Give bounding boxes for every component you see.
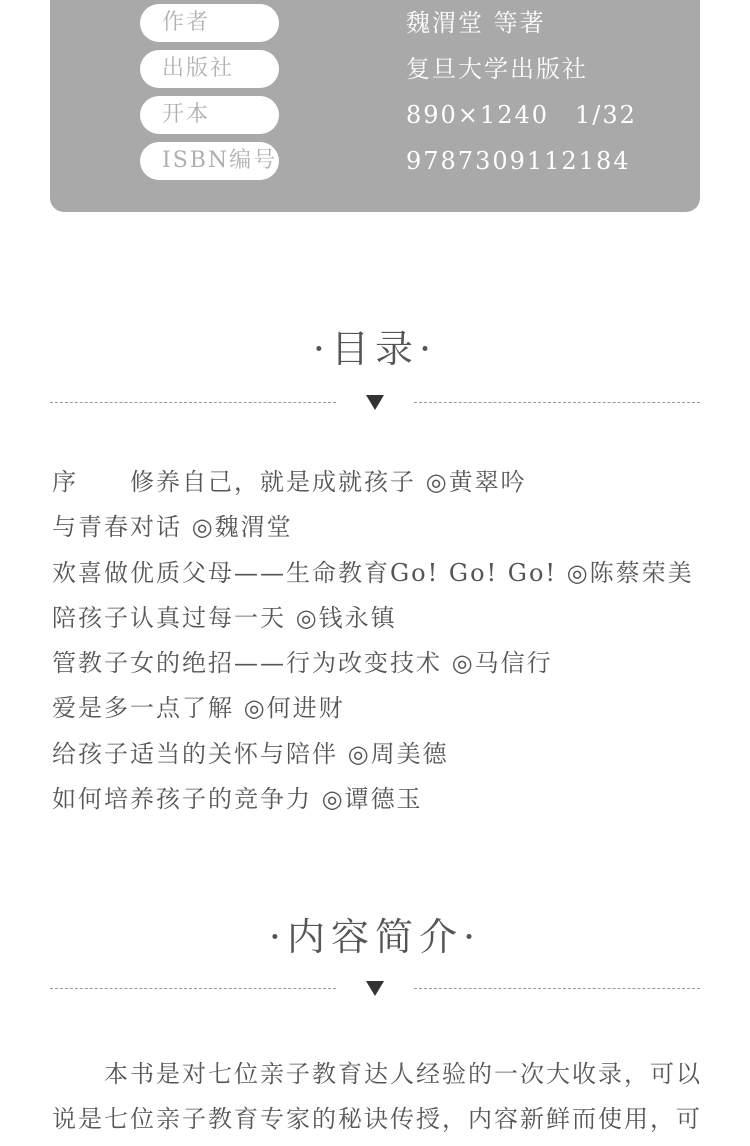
toc-item: 序 修养自己，就是成就孩子 ◎黄翠吟 [52,468,527,496]
info-label-author: 作者 [140,4,279,42]
info-value-isbn: 9787309112184 [406,147,631,175]
info-label-isbn: ISBN编号 [140,142,279,180]
toc-item: 与青春对话 ◎魏渭堂 [52,513,293,542]
triangle-down-icon [366,981,384,996]
toc-title: ·目录· [312,327,438,371]
info-value-format: 890×1240 1/32 [406,101,637,129]
toc-item: 给孩子适当的关怀与陪伴 ◎周美德 [52,739,449,768]
toc-item: 管教子女的绝招——行为改变技术 ◎马信行 [52,649,553,678]
toc-item: 陪孩子认真过每一天 ◎钱永镇 [52,603,397,632]
intro-divider [50,979,700,999]
info-value-author: 魏渭堂 等著 [406,9,546,37]
info-label-publisher: 出版社 [140,50,279,88]
info-row-isbn [50,142,700,182]
toc-list [52,460,712,822]
info-row-format [50,96,700,136]
divider-line-right [414,402,700,403]
toc-item: 如何培养孩子的竞争力 ◎谭德玉 [52,785,423,814]
intro-paragraph: 本书是对七位亲子教育达人经验的一次大收录，可以说是七位亲子教育专家的秘诀传授，内容新鲜而使用，可 [52,1060,702,1133]
info-value-publisher: 复旦大学出版社 [406,55,588,83]
intro-title: ·内容简介· [268,915,482,959]
divider-line-right [414,988,700,989]
triangle-down-icon [366,395,384,410]
info-label-format: 开本 [140,96,279,134]
book-info-card [50,0,700,212]
toc-item: 欢喜做优质父母——生命教育Go! Go! Go! ◎陈蔡荣美 [52,558,694,587]
info-row-publisher [50,50,700,90]
divider-line-left [50,988,336,989]
toc-divider [50,393,700,413]
toc-item: 爱是多一点了解 ◎何进财 [52,694,345,723]
info-row-author [50,4,700,44]
divider-line-left [50,402,336,403]
